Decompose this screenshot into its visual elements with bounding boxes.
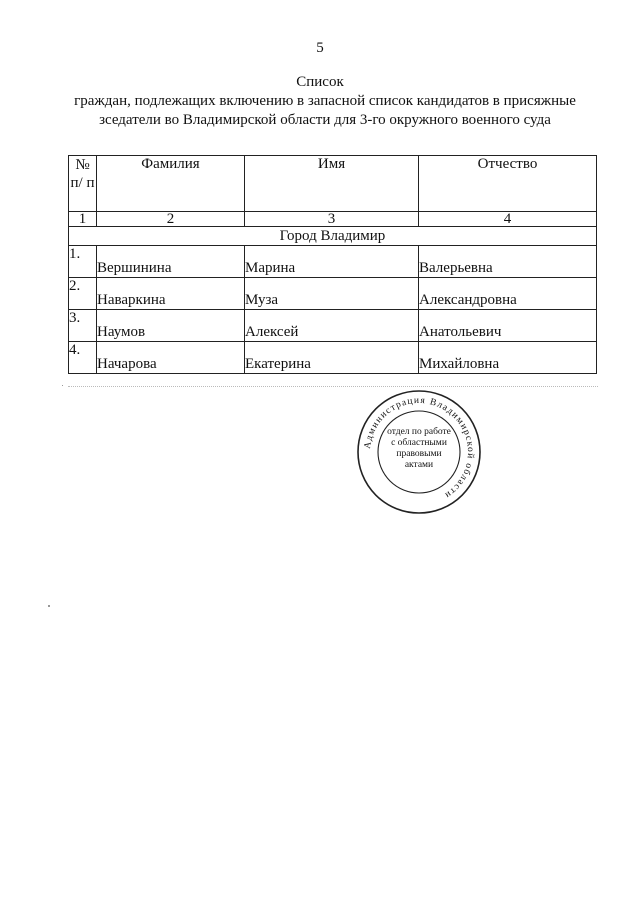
name-cell: Марина <box>245 246 419 278</box>
patronymic-cell: Александровна <box>419 278 597 310</box>
column-index: 4 <box>419 212 597 227</box>
stamp-line: с областными <box>391 438 447 448</box>
header-name: Имя <box>245 156 419 212</box>
table-row <box>69 246 597 278</box>
stamp-center-text <box>359 427 479 471</box>
candidates-table <box>68 155 597 374</box>
table-row <box>69 342 597 374</box>
name-cell: Алексей <box>245 310 419 342</box>
section-row <box>69 227 597 246</box>
header-number: № п/ п <box>69 156 97 212</box>
name-cell: Муза <box>245 278 419 310</box>
table-header-row <box>69 156 597 212</box>
surname-cell: Вершинина <box>97 246 245 278</box>
row-number: 2. <box>69 278 97 310</box>
stamp-line: правовыми <box>396 449 442 459</box>
stamp-ring-text: Администрация Владимирской области <box>363 395 476 501</box>
column-index-row <box>69 212 597 227</box>
row-number: 4. <box>69 342 97 374</box>
column-index: 1 <box>69 212 97 227</box>
patronymic-cell: Михайловна <box>419 342 597 374</box>
column-index: 3 <box>245 212 419 227</box>
document-subtitle: граждан, подлежащих включению в запасной список кандидатов в присяжные зседатели во Владимирской области для 3-го окружного военного суда <box>74 93 576 128</box>
surname-cell: Начарова <box>97 342 245 374</box>
stamp-line: актами <box>404 460 434 470</box>
table-row <box>69 310 597 342</box>
row-number: 1. <box>69 246 97 278</box>
stamp-line: отдел по работе <box>387 427 451 437</box>
document-title: Список <box>296 74 344 90</box>
scan-divider <box>68 386 598 387</box>
name-cell: Екатерина <box>245 342 419 374</box>
surname-cell: Наваркина <box>97 278 245 310</box>
page-number: 5 <box>316 40 324 56</box>
surname-cell: Наумов <box>97 310 245 342</box>
column-index: 2 <box>97 212 245 227</box>
row-number: 3. <box>69 310 97 342</box>
patronymic-cell: Валерьевна <box>419 246 597 278</box>
table-row <box>69 278 597 310</box>
section-title: Город Владимир <box>69 227 597 246</box>
patronymic-cell: Анатольевич <box>419 310 597 342</box>
header-patronymic: Отчество <box>419 156 597 212</box>
header-surname: Фамилия <box>97 156 245 212</box>
scan-speck <box>62 385 63 386</box>
scan-speck <box>48 605 50 607</box>
